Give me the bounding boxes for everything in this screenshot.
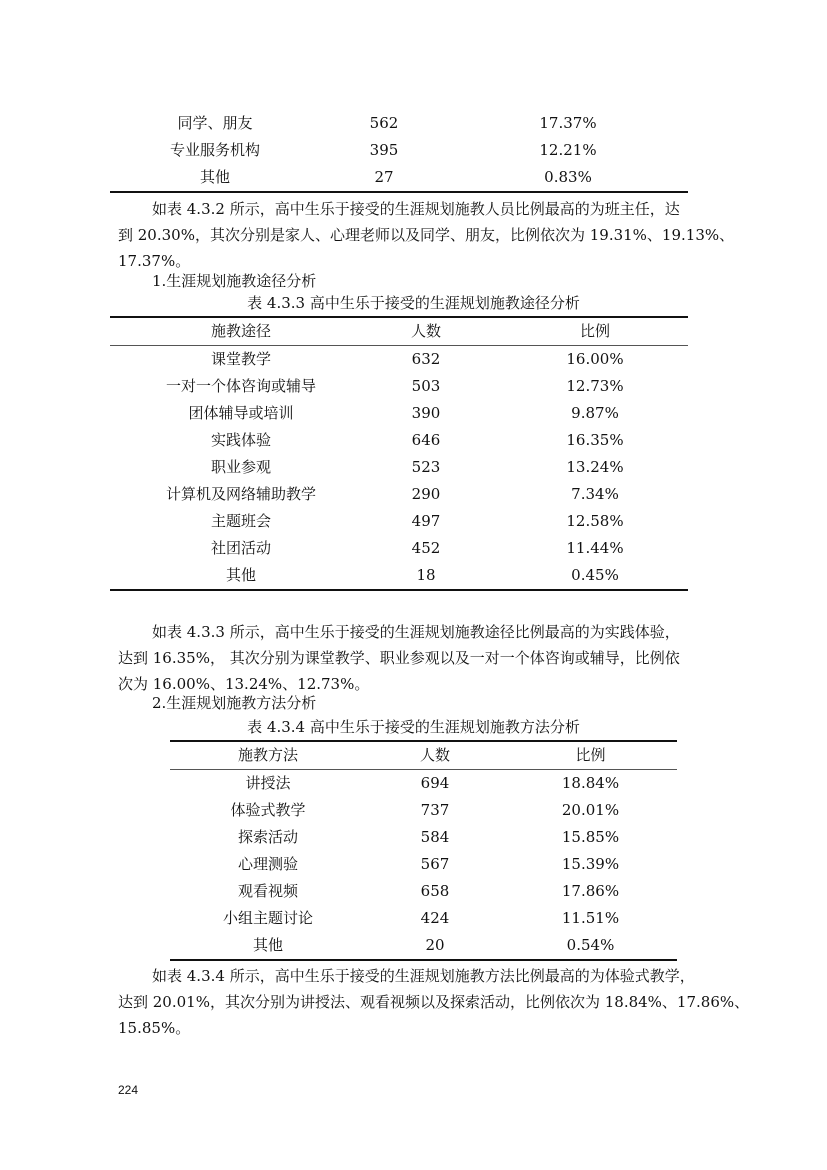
cell-pct: 12.73% xyxy=(566,377,624,395)
cell-pct: 7.34% xyxy=(571,485,619,503)
cell-pct: 0.54% xyxy=(566,936,615,954)
cell-count: 562 xyxy=(369,114,399,132)
cell-count: 424 xyxy=(420,909,450,927)
cell-pct: 11.44% xyxy=(566,539,624,557)
table-row xyxy=(170,932,677,959)
table-row xyxy=(170,770,677,797)
header-count: 人数 xyxy=(419,746,450,764)
header-count: 人数 xyxy=(410,322,441,340)
cell-name: 其他 xyxy=(252,936,283,954)
cell-count: 632 xyxy=(411,350,441,368)
cell-count: 503 xyxy=(411,377,441,395)
text-line: 达到 16.35%， 其次分别为课堂教学、职业参观以及一对一个体咨询或辅导，比例依 xyxy=(118,649,680,667)
table-row xyxy=(110,481,688,508)
cell-name: 社团活动 xyxy=(210,539,271,557)
cell-name: 一对一个体咨询或辅导 xyxy=(165,377,316,395)
cell-name: 观看视频 xyxy=(237,882,298,900)
cell-name: 课堂教学 xyxy=(210,350,271,368)
cell-name: 团体辅导或培训 xyxy=(188,404,294,422)
table-header-row xyxy=(170,742,677,769)
table-caption-4-3-3: 表 4.3.3 高中生乐于接受的生涯规划施教途径分析 xyxy=(247,294,580,312)
cell-pct: 17.86% xyxy=(561,882,620,900)
table-row xyxy=(110,373,688,400)
text-line: 次为 16.00%、13.24%、12.73%。 xyxy=(118,675,370,693)
cell-name: 同学、朋友 xyxy=(177,114,253,132)
cell-name: 心理测验 xyxy=(237,855,298,873)
cell-count: 20 xyxy=(425,936,445,954)
cell-count: 290 xyxy=(411,485,441,503)
cell-name: 实践体验 xyxy=(210,431,271,449)
cell-pct: 20.01% xyxy=(561,801,620,819)
cell-pct: 9.87% xyxy=(571,404,619,422)
cell-pct: 18.84% xyxy=(561,774,620,792)
cell-count: 390 xyxy=(411,404,441,422)
cell-pct: 13.24% xyxy=(566,458,624,476)
table-row xyxy=(170,905,677,932)
bottom-rule xyxy=(110,191,688,193)
cell-count: 18 xyxy=(416,566,436,584)
cell-count: 737 xyxy=(420,801,450,819)
cell-name: 探索活动 xyxy=(237,828,298,846)
cell-count: 497 xyxy=(411,512,441,530)
paragraph-table-4-3-2-summary xyxy=(118,196,735,274)
section-heading-teaching-approach: 1.生涯规划施教途径分析 xyxy=(152,272,317,290)
cell-name: 其他 xyxy=(199,168,230,186)
section-heading-teaching-method: 2.生涯规划施教方法分析 xyxy=(152,694,317,712)
cell-pct: 11.51% xyxy=(561,909,620,927)
header-name: 施教途径 xyxy=(210,322,271,340)
table-row xyxy=(170,824,677,851)
text-line: 如表 4.3.2 所示，高中生乐于接受的生涯规划施教人员比例最高的为班主任，达 xyxy=(152,200,680,218)
cell-name: 主题班会 xyxy=(210,512,271,530)
table-4-3-3 xyxy=(110,316,688,592)
cell-count: 395 xyxy=(369,141,399,159)
table-row xyxy=(110,427,688,454)
table-row xyxy=(110,508,688,535)
table-row xyxy=(110,137,688,164)
table-4-3-4 xyxy=(170,740,677,962)
cell-count: 27 xyxy=(374,168,394,186)
cell-count: 584 xyxy=(420,828,450,846)
table-row xyxy=(110,164,688,191)
table-row xyxy=(110,535,688,562)
cell-name: 专业服务机构 xyxy=(169,141,260,159)
table-row xyxy=(110,110,688,137)
cell-count: 452 xyxy=(411,539,441,557)
table-4-3-2-continued xyxy=(110,110,688,195)
cell-count: 523 xyxy=(411,458,441,476)
cell-name: 讲授法 xyxy=(245,774,291,792)
cell-pct: 16.35% xyxy=(566,431,624,449)
cell-pct: 17.37% xyxy=(539,114,597,132)
table-row xyxy=(110,346,688,373)
table-caption-4-3-4: 表 4.3.4 高中生乐于接受的生涯规划施教方法分析 xyxy=(247,718,580,736)
cell-count: 694 xyxy=(420,774,450,792)
cell-name: 体验式教学 xyxy=(230,801,306,819)
text-line: 17.37%。 xyxy=(118,252,191,270)
cell-name: 计算机及网络辅助教学 xyxy=(165,485,316,503)
text-line: 15.85%。 xyxy=(118,1019,191,1037)
paragraph-table-4-3-4-summary xyxy=(118,963,750,1041)
text-line: 如表 4.3.3 所示，高中生乐于接受的生涯规划施教途径比例最高的为实践体验， xyxy=(152,623,680,641)
bottom-rule xyxy=(110,589,688,591)
page-number: 224 xyxy=(118,1083,139,1097)
cell-name: 职业参观 xyxy=(210,458,271,476)
text-line: 达到 20.01%，其次分别为讲授法、观看视频以及探索活动，比例依次为 18.84%、17.86%、 xyxy=(118,993,750,1011)
cell-pct: 12.21% xyxy=(539,141,597,159)
table-row xyxy=(110,454,688,481)
cell-count: 646 xyxy=(411,431,441,449)
table-row xyxy=(110,400,688,427)
table-row xyxy=(170,797,677,824)
cell-count: 658 xyxy=(420,882,450,900)
table-row xyxy=(110,562,688,589)
cell-pct: 15.39% xyxy=(561,855,620,873)
header-pct: 比例 xyxy=(579,322,610,340)
cell-name: 小组主题讨论 xyxy=(222,909,313,927)
paragraph-table-4-3-3-summary xyxy=(118,619,712,697)
cell-pct: 12.58% xyxy=(566,512,624,530)
text-line: 到 20.30%，其次分别是家人、心理老师以及同学、朋友，比例依次为 19.31%、19.13%、 xyxy=(118,226,735,244)
cell-pct: 0.83% xyxy=(544,168,592,186)
cell-count: 567 xyxy=(420,855,450,873)
table-row xyxy=(170,851,677,878)
cell-pct: 16.00% xyxy=(566,350,624,368)
table-header-row xyxy=(110,318,688,345)
cell-pct: 0.45% xyxy=(571,566,619,584)
bottom-rule xyxy=(170,959,677,961)
text-line: 如表 4.3.4 所示，高中生乐于接受的生涯规划施教方法比例最高的为体验式教学， xyxy=(152,967,695,985)
header-name: 施教方法 xyxy=(237,746,298,764)
table-row xyxy=(170,878,677,905)
cell-name: 其他 xyxy=(225,566,256,584)
header-pct: 比例 xyxy=(575,746,606,764)
cell-pct: 15.85% xyxy=(561,828,620,846)
